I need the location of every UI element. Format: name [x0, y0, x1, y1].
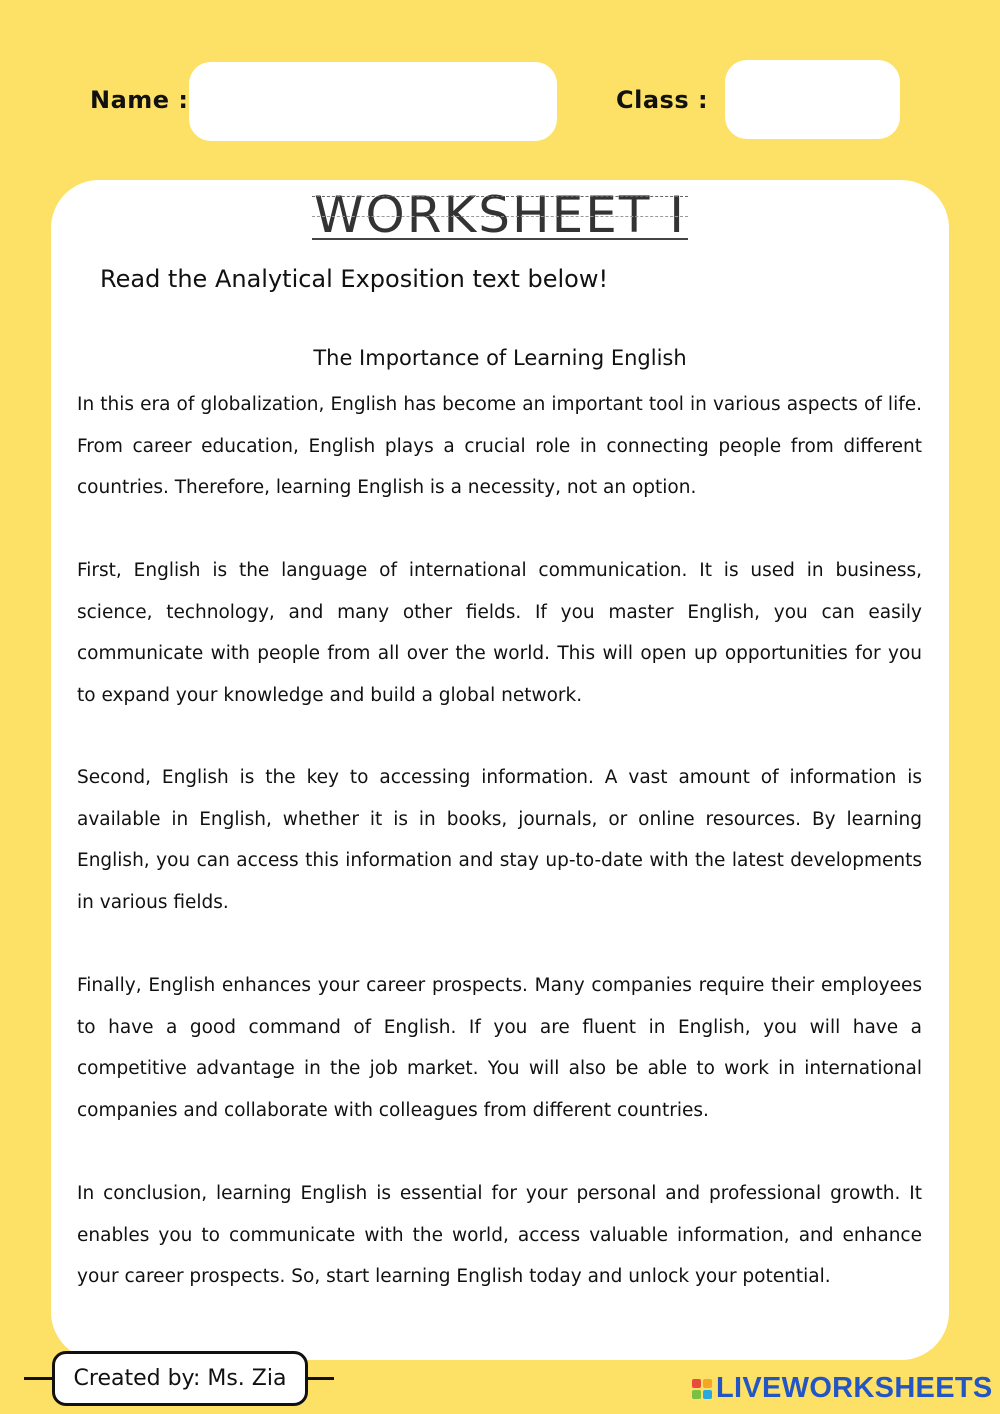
- paragraph-second-argument: Second, English is the key to accessing information. A vast amount of information is available in English, whether it is in books, journals, or online resources. By learning English, you can access this information and stay up-to-date with the latest developments in various fields.: [77, 767, 922, 913]
- class-label: Class :: [616, 86, 709, 114]
- name-label: Name :: [90, 86, 189, 114]
- worksheet-title-wrap: [0, 186, 1000, 244]
- paragraph-conclusion: In conclusion, learning English is essential for your personal and professional growth. It enables you to communicate with the world, access valuable information, and enhance your career prospects. So, start learning English today and unlock your potential.: [77, 1183, 922, 1287]
- liveworksheets-logo[interactable]: [692, 1372, 993, 1405]
- paragraph-third-argument: Finally, English enhances your career prospects. Many companies require their employees to have a good command of English. If you are fluent in English, you will have a competitive advantage in the job market. You will also be able to work in international companies and collaborate with colleagues from different countries.: [77, 975, 922, 1121]
- class-input[interactable]: [725, 60, 900, 139]
- logo-block: [703, 1379, 712, 1388]
- footer-line-left: [24, 1377, 54, 1380]
- logo-blocks-icon: [692, 1379, 712, 1399]
- created-by-text: Created by: Ms. Zia: [73, 1366, 287, 1391]
- logo-block: [692, 1379, 701, 1388]
- text-title: The Importance of Learning English: [313, 346, 687, 370]
- name-input[interactable]: [189, 62, 557, 141]
- logo-block: [692, 1390, 701, 1399]
- instruction-text: Read the Analytical Exposition text below!: [100, 265, 609, 293]
- footer-line-right: [306, 1377, 334, 1380]
- logo-block: [703, 1390, 712, 1399]
- paragraph-intro: In this era of globalization, English has become an important tool in various aspects of life. From career education, English plays a crucial role in connecting people from different countries. Therefore, learning English is a necessity, not an option.: [77, 394, 922, 498]
- worksheet-title: WORKSHEET I: [313, 186, 687, 244]
- logo-text: LIVEWORKSHEETS: [716, 1372, 993, 1404]
- created-by-badge: [52, 1351, 308, 1406]
- paragraph-first-argument: First, English is the language of international communication. It is used in business, science, technology, and many other fields. If you master English, you can easily communicate with people from all over the world. This will open up opportunities for you to expand your knowledge and build a global network.: [77, 560, 922, 706]
